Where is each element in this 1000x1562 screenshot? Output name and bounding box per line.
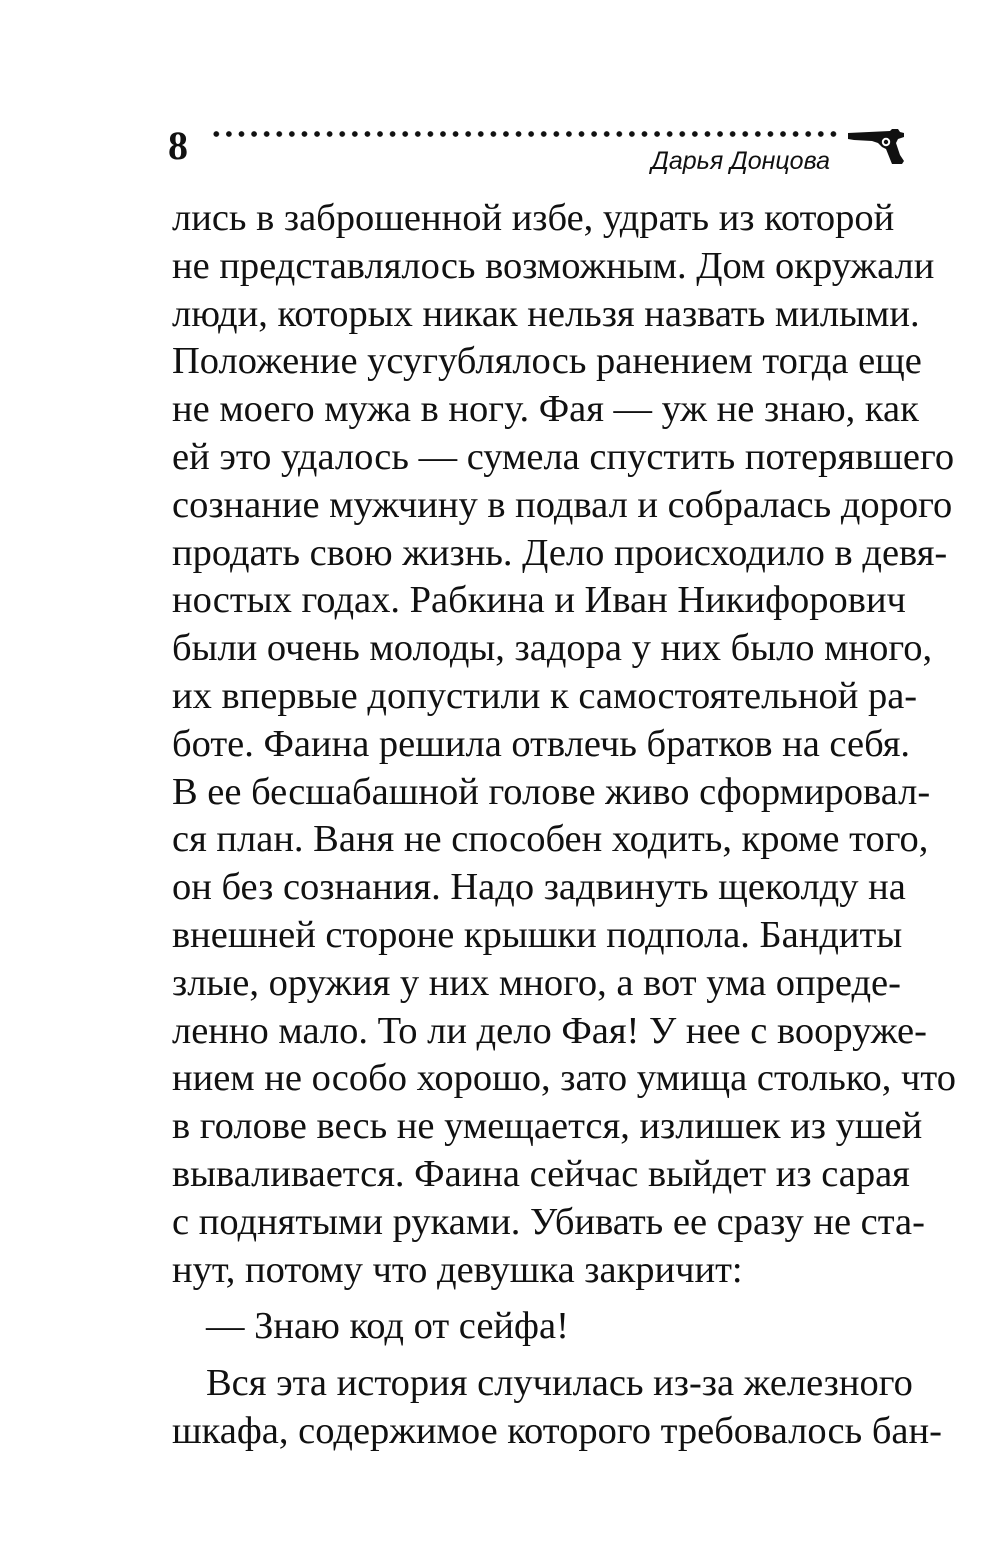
text-line: их впервые допустили к самостоятельной ра- — [172, 674, 918, 717]
revolver-icon — [846, 127, 908, 165]
text-line: нием не особо хорошо, зато умища столько, что — [172, 1057, 956, 1100]
text-line: ностых годах. Рабкина и Иван Никифорович — [172, 579, 906, 622]
text-line: боте. Фаина решила отвлечь братков на себя. — [172, 722, 911, 765]
author-name: Дарья Донцова — [651, 147, 830, 175]
text-line: ся план. Ваня не способен ходить, кроме того, — [172, 818, 929, 861]
text-line: внешней стороне крышки подпола. Бандиты — [172, 913, 903, 956]
line-spacer — [172, 1351, 894, 1360]
text-line: нут, потому что девушка закричит: — [172, 1248, 743, 1291]
text-line: люди, которых никак нельзя назвать милыми. — [172, 292, 920, 335]
page-number: 8 — [168, 123, 188, 168]
text-line: Вся эта история случилась из-за железного — [206, 1362, 913, 1405]
line-spacer — [172, 1294, 894, 1303]
text-line: Положение усугублялось ранением тогда еще — [172, 340, 922, 383]
text-line: сознание мужчину в подвал и собралась дорого — [172, 483, 953, 526]
text-line: вываливается. Фаина сейчас выйдет из сарая — [172, 1152, 910, 1195]
text-line: ленно мало. То ли дело Фая! У нее с вооруже- — [172, 1009, 927, 1052]
text-line: лись в заброшенной избе, удрать из которой — [172, 197, 895, 239]
text-line: В ее бесшабашной голове живо сформировал- — [172, 770, 931, 813]
body-text — [172, 195, 956, 1456]
dialog-line: — Знаю код от сейфа! — [206, 1305, 569, 1348]
text-line: не представлялось возможным. Дом окружали — [172, 244, 935, 287]
text-line: продать свою жизнь. Дело происходило в девя- — [172, 531, 948, 574]
text-line: ей это удалось — сумела спустить потерявшего — [172, 435, 955, 478]
text-line: были очень молоды, задора у них было много, — [172, 627, 933, 670]
text-line: он без сознания. Надо задвинуть щеколду на — [172, 866, 906, 909]
text-line: в голове весь не умещается, излишек из ушей — [172, 1105, 923, 1148]
text-line: злые, оружия у них много, а вот ума опреде- — [172, 961, 901, 1004]
header-dot-leader — [210, 131, 842, 137]
text-line: с поднятыми руками. Убивать ее сразу не ста- — [172, 1200, 925, 1243]
text-line: не моего мужа в ногу. Фая — уж не знаю, как — [172, 388, 919, 431]
text-line: шкафа, содержимое которого требовалось бан- — [172, 1409, 942, 1452]
